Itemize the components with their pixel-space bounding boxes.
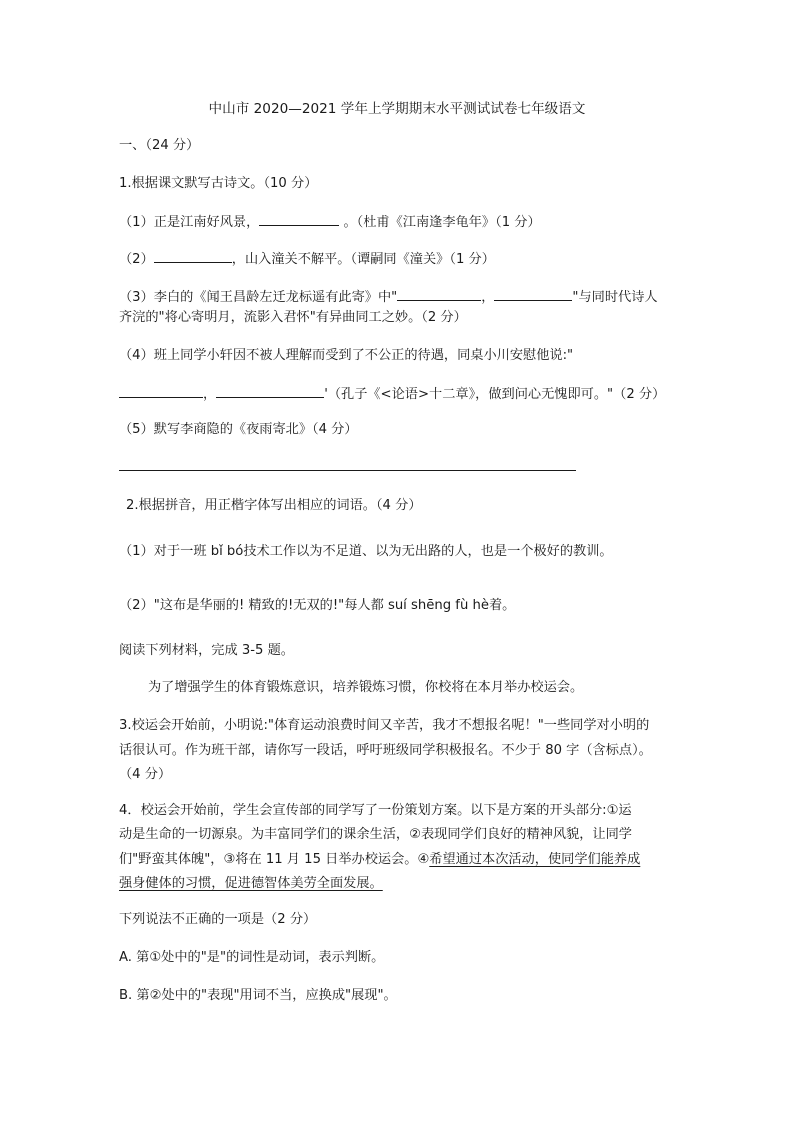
question-3-line-1: 3.校运会开始前，小明说:"体育运动浪费时间又辛苦，我才不想报名呢！"一些同学对小明的 xyxy=(119,718,650,733)
question-3-line-3: （4 分） xyxy=(119,767,172,782)
question-4-option-b: B. 第②处中的"表现"用词不当，应换成"展现"。 xyxy=(119,988,397,1003)
question-4-line-3 xyxy=(119,850,640,870)
answer-line[interactable] xyxy=(119,470,576,471)
q1-item1-text-b: 。（杜甫《江南逢李龟年》（1 分） xyxy=(339,215,541,230)
question-2-stem: 2.根据拼音，用正楷字体写出相应的词语。（4 分） xyxy=(126,498,422,513)
reading-material: 为了增强学生的体育锻炼意识，培养锻炼习惯，你校将在本月举办校运会。 xyxy=(148,680,584,695)
question-4-option-a: A. 第①处中的"是"的词性是动词，表示判断。 xyxy=(119,950,385,965)
q1-item2-text-b: ，山入潼关不解平。（谭嗣同《潼关》（1 分） xyxy=(231,252,495,267)
question-4-line-4: 强身健体的习惯，促进德智体美劳全面发展。 xyxy=(119,876,383,891)
question-1-item-1 xyxy=(119,211,541,233)
question-1-stem: 1.根据课文默写古诗文。（10 分） xyxy=(119,176,318,191)
question-2-item-2: （2）"这布是华丽的! 精致的!无双的!"每人都 suí shēng fù hè着。 xyxy=(119,598,516,613)
question-4-line-1: 4．校运会开始前，学生会宣传部的同学写了一份策划方案。以下是方案的开头部分:①运 xyxy=(119,803,632,818)
question-3-line-2: 话很认可。作为班干部，请你写一段话，呼吁班级同学积极报名。不少于 80 字（含标点）。 xyxy=(119,743,652,758)
q1-item4-text-b: '（孔子《<论语>十二章》，做到问心无愧即可。"（2 分） xyxy=(324,387,666,402)
question-1-item-4: （4）班上同学小轩因不被人理解而受到了不公正的待遇，同桌小川安慰他说:" xyxy=(119,348,574,363)
q1-item3-comma: ， xyxy=(481,290,495,305)
section-one-heading: 一、（24 分） xyxy=(119,138,200,153)
question-4-line-2: 动是生命的一切源泉。为丰富同学们的课余生活，②表现同学们良好的精神风貌，让同学 xyxy=(119,827,632,842)
q1-item3-text-b: "与同时代诗人 xyxy=(572,290,658,305)
exam-title: 中山市 2020—2021 学年上学期期末水平测试试卷七年级语文 xyxy=(208,101,586,117)
answer-blank[interactable] xyxy=(119,383,203,398)
answer-blank[interactable] xyxy=(216,383,324,398)
answer-blank[interactable] xyxy=(494,286,572,301)
q1-item4-comma: ， xyxy=(203,387,217,402)
question-2-item-1: （1）对于一班 bǐ bó技术工作以为不足道、以为无出路的人，也是一个极好的教训。 xyxy=(119,544,613,559)
answer-blank[interactable] xyxy=(154,248,232,263)
answer-blank[interactable] xyxy=(259,211,339,226)
answer-blank[interactable] xyxy=(397,286,481,301)
question-1-item-2 xyxy=(119,248,495,270)
question-1-item-3 xyxy=(119,286,658,308)
q4-underlined-sentence: 希望通过本次活动，使同学们能养成 xyxy=(429,852,641,867)
q1-item1-text-a: （1）正是江南好风景， xyxy=(119,215,260,230)
q1-item2-text-a: （2） xyxy=(119,252,154,267)
question-1-item-4-cont xyxy=(119,383,665,405)
question-4-prompt: 下列说法不正确的一项是（2 分） xyxy=(119,912,317,927)
question-1-item-5: （5）默写李商隐的《夜雨寄北》（4 分） xyxy=(119,422,358,437)
q4-line3-text: 们"野蛮其体魄"，③将在 11 月 15 日举办校运会。④ xyxy=(119,852,430,867)
q1-item3-text-a: （3）李白的《闻王昌龄左迁龙标遥有此寄》中" xyxy=(119,290,398,305)
reading-intro: 阅读下列材料，完成 3-5 题。 xyxy=(119,643,294,658)
question-1-item-3-cont: 齐浣的"将心寄明月，流影入君怀"有异曲同工之妙。（2 分） xyxy=(119,310,467,325)
